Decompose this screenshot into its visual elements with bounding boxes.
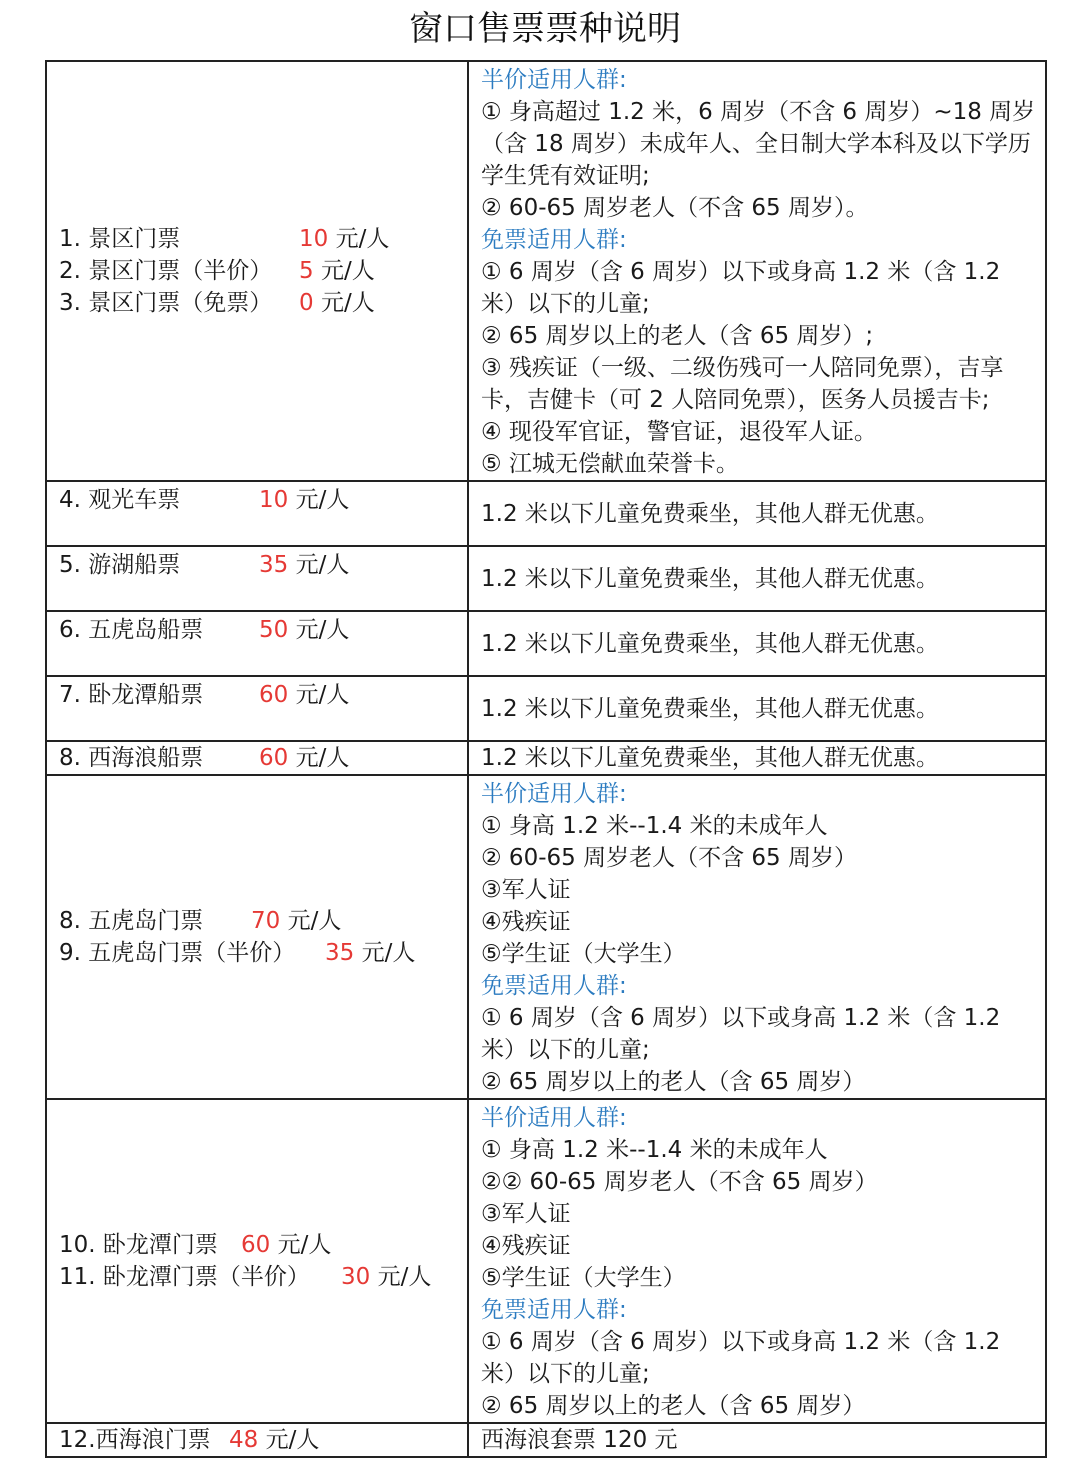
price-unit: 元/人: [354, 940, 416, 966]
ticket-name: 8. 五虎岛门票: [59, 908, 204, 934]
price-unit: 元/人: [288, 745, 350, 771]
ticket-line: [59, 679, 459, 711]
ticket-price: 50: [259, 617, 289, 643]
ticket-table: [45, 60, 1047, 1458]
ticket-price: 48: [229, 1427, 259, 1453]
ticket-price: 10: [299, 226, 329, 252]
ticket-line: [59, 742, 459, 774]
ticket-line: [59, 255, 459, 287]
description-line: 1.2 米以下儿童免费乘坐，其他人群无优惠。: [481, 745, 939, 771]
description-line: ② 65 周岁以上的老人（含 65 周岁）: [481, 1393, 866, 1419]
ticket-cell: [46, 1423, 468, 1457]
price-unit: 元/人: [370, 1264, 432, 1290]
price-unit: 元/人: [288, 552, 350, 578]
description-cell: [468, 546, 1046, 611]
eligibility-heading: 免票适用人群:: [481, 227, 627, 253]
table-row: [46, 1099, 1046, 1423]
description-line: ① 身高 1.2 米--1.4 米的未成年人: [481, 1137, 828, 1163]
price-unit: 元/人: [288, 487, 350, 513]
description-cell: [468, 775, 1046, 1099]
ticket-name: 1. 景区门票: [59, 226, 181, 252]
price-unit: 元/人: [270, 1232, 332, 1258]
eligibility-heading: 半价适用人群:: [481, 781, 627, 807]
price-unit: 元/人: [313, 258, 375, 284]
ticket-price: 30: [341, 1264, 371, 1290]
table-row: [46, 676, 1046, 741]
ticket-price: 60: [241, 1232, 271, 1258]
ticket-line: [59, 549, 459, 581]
description-line: 1.2 米以下儿童免费乘坐，其他人群无优惠。: [481, 695, 939, 722]
ticket-name: 9. 五虎岛门票（半价）: [59, 940, 296, 966]
ticket-cell: [46, 676, 468, 741]
ticket-line: [59, 1229, 459, 1261]
ticket-name: 7. 卧龙潭船票: [59, 682, 204, 708]
ticket-price: 60: [259, 682, 289, 708]
price-unit: 元/人: [280, 908, 342, 934]
ticket-price: 35: [325, 940, 355, 966]
table-row: [46, 611, 1046, 676]
ticket-price: 60: [259, 745, 289, 771]
eligibility-heading: 免票适用人群:: [481, 1297, 627, 1323]
ticket-line: [59, 484, 459, 516]
description-line: ③ 残疾证（一级、二级伤残可一人陪同免票），吉享卡，吉健卡（可 2 人陪同免票），医务人员援吉卡;: [481, 355, 1004, 413]
description-line: ④残疾证: [481, 1233, 571, 1259]
description-line: 1.2 米以下儿童免费乘坐，其他人群无优惠。: [481, 500, 939, 527]
ticket-line: [59, 614, 459, 646]
ticket-cell: [46, 546, 468, 611]
price-unit: 元/人: [288, 682, 350, 708]
description-line: ② 65 周岁以上的老人（含 65 周岁）;: [481, 323, 874, 349]
description-line: ① 身高 1.2 米--1.4 米的未成年人: [481, 813, 828, 839]
ticket-name: 3. 景区门票（免票）: [59, 290, 273, 316]
ticket-cell: [46, 481, 468, 546]
ticket-cell: [46, 741, 468, 775]
price-unit: 元/人: [313, 290, 375, 316]
description-line: ② 60-65 周岁老人（不含 65 周岁）。: [481, 195, 869, 221]
table-row: [46, 1423, 1046, 1457]
table-row: [46, 741, 1046, 775]
ticket-line: [59, 937, 459, 969]
description-line: ④ 现役军官证，警官证，退役军人证。: [481, 419, 877, 445]
description-line: ⑤ 江城无偿献血荣誉卡。: [481, 451, 739, 477]
description-line: ④残疾证: [481, 909, 571, 935]
ticket-price: 5: [299, 258, 314, 284]
description-cell: [468, 741, 1046, 775]
description-line: ⑤学生证（大学生）: [481, 1265, 686, 1291]
description-line: ③军人证: [481, 877, 571, 903]
page-title: 窗口售票票种说明: [409, 9, 681, 49]
ticket-name: 2. 景区门票（半价）: [59, 258, 273, 284]
description-line: 1.2 米以下儿童免费乘坐，其他人群无优惠。: [481, 630, 939, 657]
description-line: 1.2 米以下儿童免费乘坐，其他人群无优惠。: [481, 565, 939, 592]
description-line: ① 6 周岁（含 6 周岁）以下或身高 1.2 米（含 1.2 米）以下的儿童;: [481, 259, 1001, 317]
ticket-cell: [46, 1099, 468, 1423]
description-cell: [468, 61, 1046, 481]
description-cell: [468, 1099, 1046, 1423]
ticket-price: 10: [259, 487, 289, 513]
ticket-name: 10. 卧龙潭门票: [59, 1232, 218, 1258]
description-cell: [468, 1423, 1046, 1457]
description-line: ① 身高超过 1.2 米，6 周岁（不含 6 周岁）~18 周岁（含 18 周岁）未成年人、全日制大学本科及以下学历学生凭有效证明;: [481, 99, 1036, 189]
description-line: ③军人证: [481, 1201, 571, 1227]
ticket-cell: [46, 611, 468, 676]
ticket-line: [59, 905, 459, 937]
ticket-name: 5. 游湖船票: [59, 552, 181, 578]
ticket-name: 8. 西海浪船票: [59, 745, 204, 771]
description-cell: [468, 611, 1046, 676]
ticket-price: 70: [251, 908, 281, 934]
ticket-name: 12.西海浪门票: [59, 1427, 211, 1453]
ticket-line: [59, 1424, 459, 1456]
price-unit: 元/人: [288, 617, 350, 643]
description-line: 西海浪套票 120 元: [481, 1427, 678, 1453]
ticket-price: 35: [259, 552, 289, 578]
description-line: ② 60-65 周岁老人（不含 65 周岁）: [481, 845, 857, 871]
ticket-price: 0: [299, 290, 314, 316]
ticket-name: 6. 五虎岛船票: [59, 617, 204, 643]
description-line: ② 65 周岁以上的老人（含 65 周岁）: [481, 1069, 866, 1095]
ticket-cell: [46, 61, 468, 481]
description-cell: [468, 676, 1046, 741]
ticket-cell: [46, 775, 468, 1099]
description-line: ① 6 周岁（含 6 周岁）以下或身高 1.2 米（含 1.2 米）以下的儿童;: [481, 1005, 1001, 1063]
eligibility-heading: 半价适用人群:: [481, 67, 627, 93]
ticket-line: [59, 287, 459, 319]
price-unit: 元/人: [258, 1427, 320, 1453]
description-line: ① 6 周岁（含 6 周岁）以下或身高 1.2 米（含 1.2 米）以下的儿童;: [481, 1329, 1001, 1387]
table-row: [46, 546, 1046, 611]
description-line: ②② 60-65 周岁老人（不含 65 周岁）: [481, 1169, 878, 1195]
ticket-name: 11. 卧龙潭门票（半价）: [59, 1264, 310, 1290]
ticket-line: [59, 1261, 459, 1293]
description-cell: [468, 481, 1046, 546]
price-unit: 元/人: [328, 226, 390, 252]
eligibility-heading: 免票适用人群:: [481, 973, 627, 999]
eligibility-heading: 半价适用人群:: [481, 1105, 627, 1131]
table-row: [46, 481, 1046, 546]
ticket-name: 4. 观光车票: [59, 487, 181, 513]
description-line: ⑤学生证（大学生）: [481, 941, 686, 967]
table-row: [46, 61, 1046, 481]
ticket-line: [59, 223, 459, 255]
table-row: [46, 775, 1046, 1099]
